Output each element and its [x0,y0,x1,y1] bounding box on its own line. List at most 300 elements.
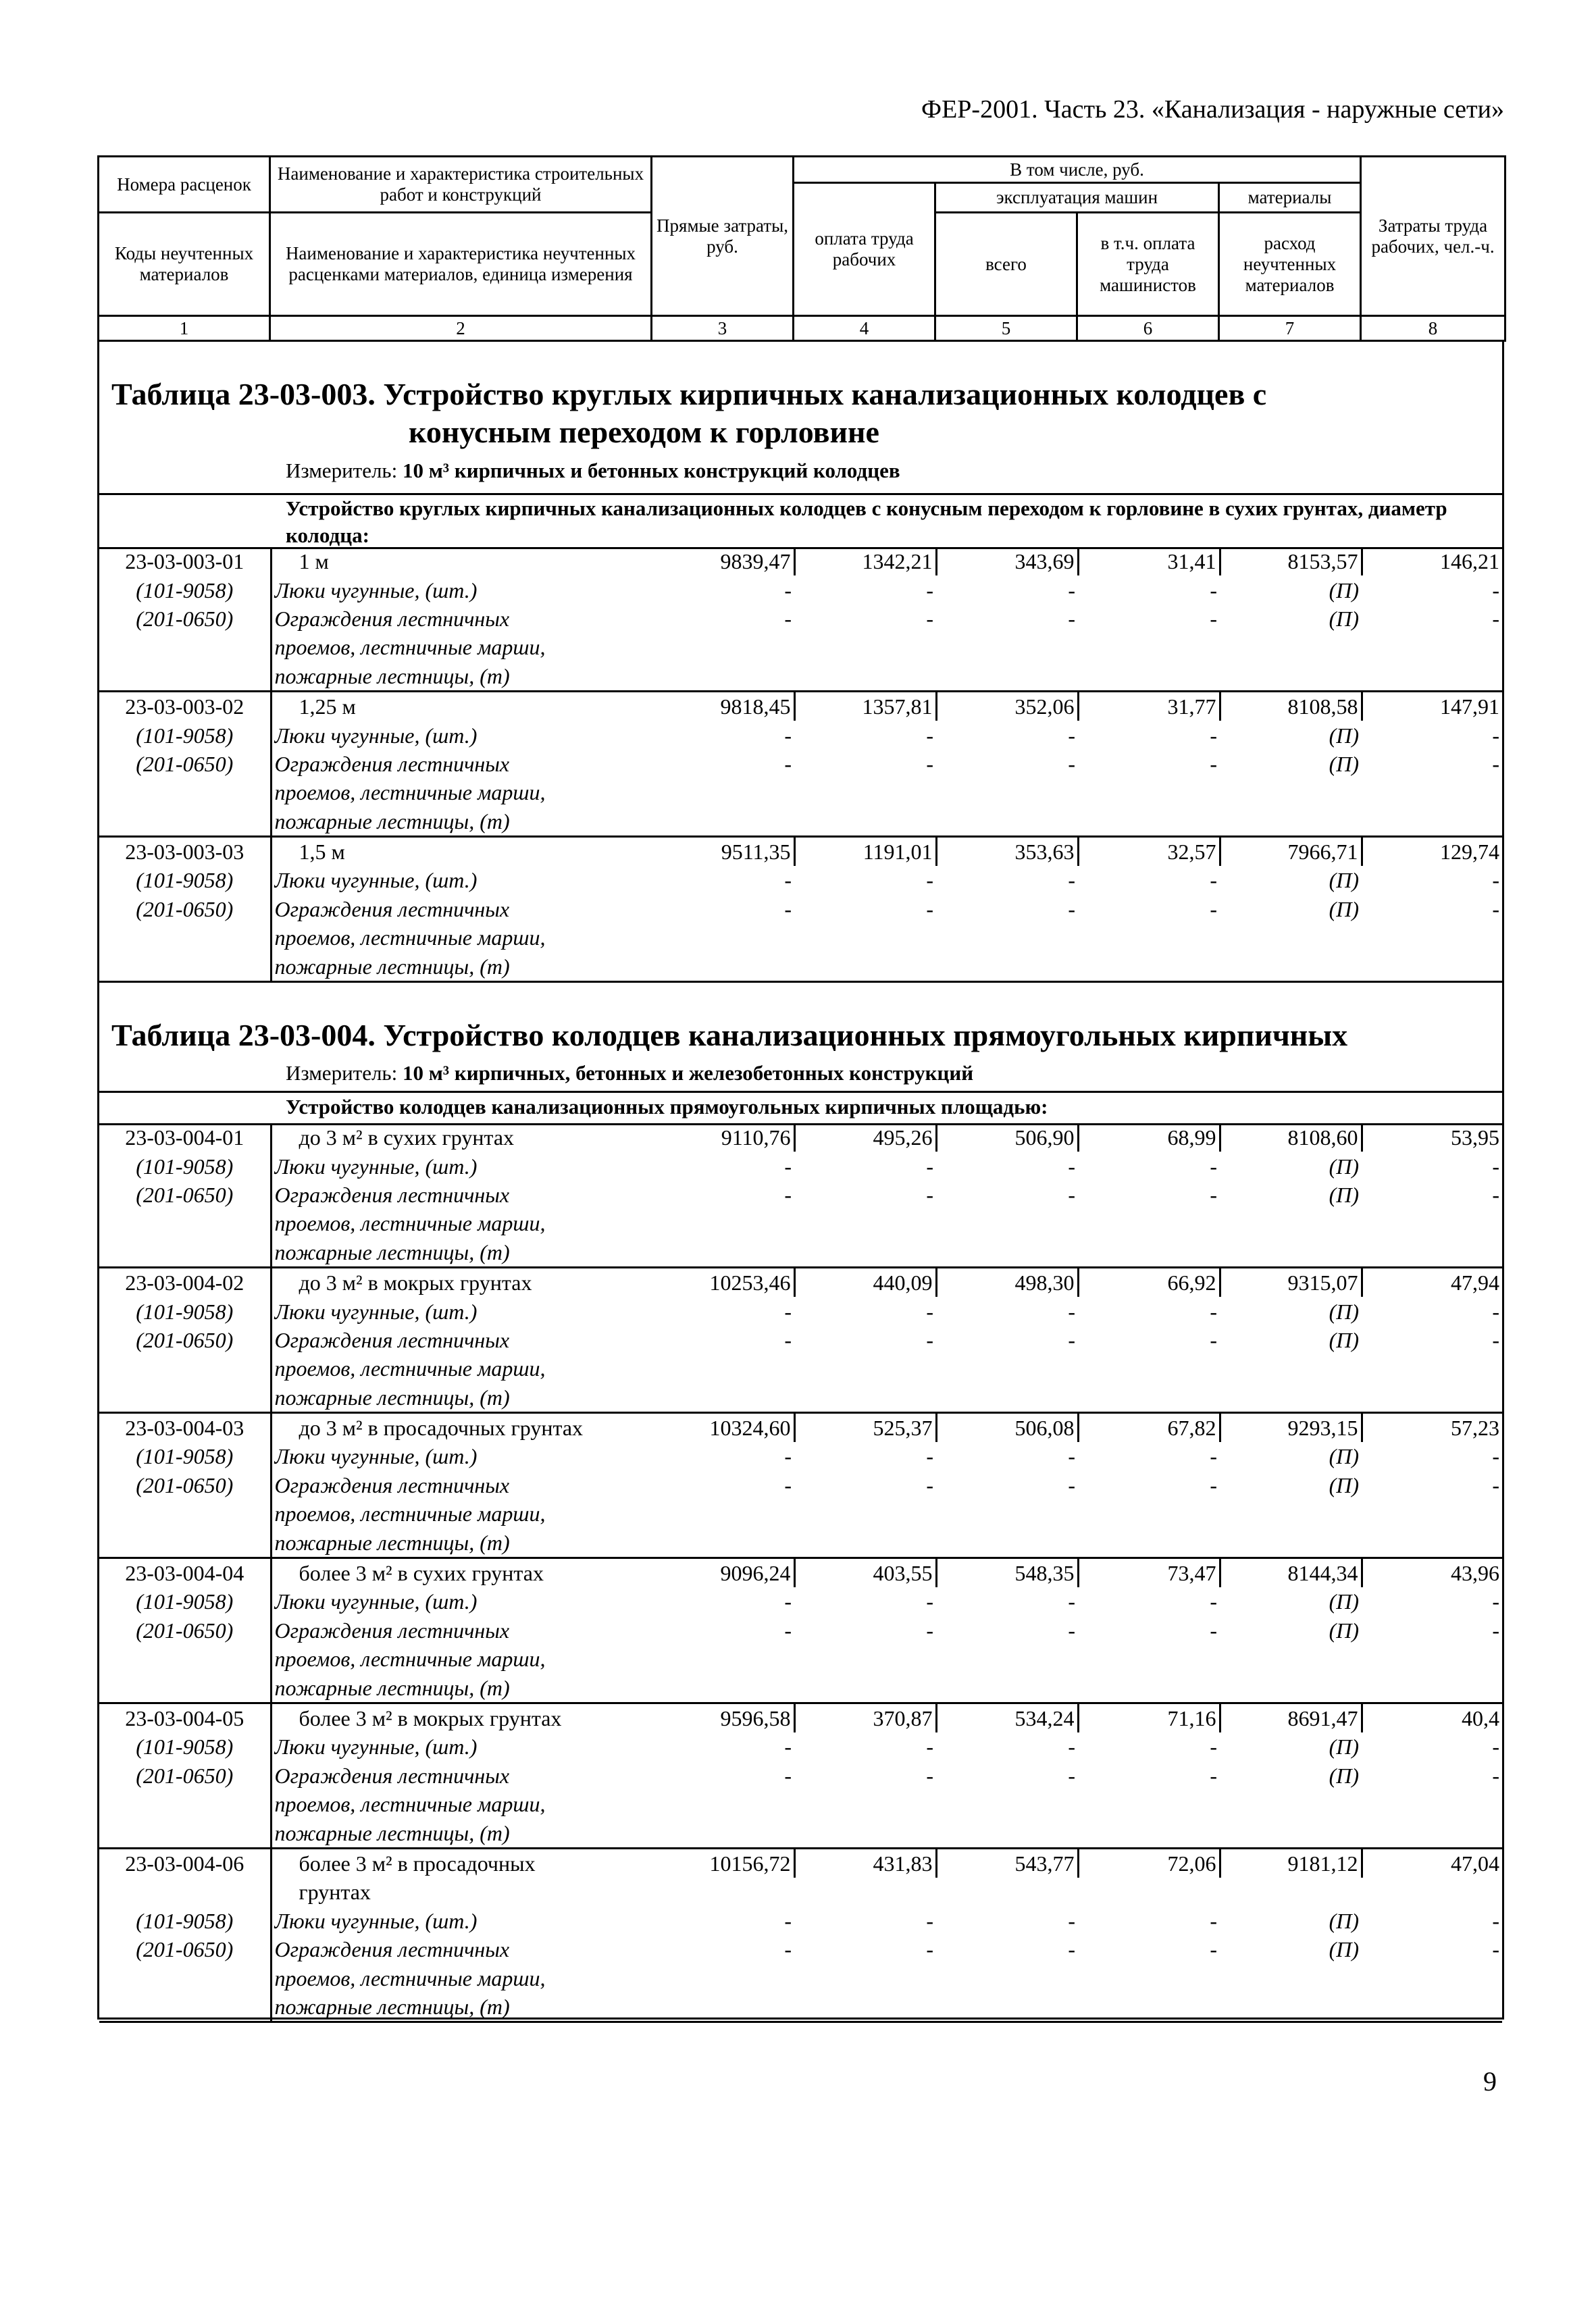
value-cell [794,1963,936,1992]
value-cell [1220,1818,1362,1848]
value-cell: - [926,723,933,748]
value-cell [1220,1528,1362,1558]
value-cell: - [1210,751,1217,776]
value-cell [1220,778,1362,806]
value-cell: - [1492,1444,1499,1469]
value-cell [1220,1238,1362,1268]
value-cell: - [1492,896,1499,921]
value-cell [652,1818,794,1848]
table-row-line [99,1297,1502,1325]
value-cell [1362,1818,1502,1848]
value-cell: 1342,21 [794,547,936,575]
material-name: Ограждения лестничных [274,1182,510,1207]
value-cell: - [1068,1299,1075,1324]
table-row-line [99,952,1502,981]
value-cell: - [1068,1734,1075,1759]
table-row [99,1558,1502,1587]
value-cell [1220,952,1362,981]
value-cell [794,923,936,952]
table-row [99,1848,1502,1878]
value-cell: - [784,1908,792,1933]
value-cell [1220,1209,1362,1237]
value-cell: (П) [1329,1937,1359,1962]
value-cell: 495,26 [794,1123,936,1152]
header-material-names: Наименование и характеристика неучтенных расценками материалов, единица измерения [270,213,652,316]
rate-code: 23-03-003-03 [99,836,271,866]
value-cell: 8691,47 [1220,1703,1362,1732]
value-cell: - [1492,1589,1499,1614]
value-cell: 10324,60 [652,1412,794,1442]
value-cell: - [1492,1908,1499,1933]
value-cell [1362,952,1502,981]
measure-value: 10 м³ кирпичных, бетонных и железобетонных конструкций [402,1061,974,1085]
value-cell: - [1492,1299,1499,1324]
value-cell [1078,1645,1220,1673]
value-cell: (П) [1329,1299,1359,1324]
material-code: (201-0650) [99,1616,271,1645]
value-cell: - [1492,868,1499,893]
value-cell [936,1354,1078,1383]
material-code [99,807,271,837]
column-number: 6 [1077,316,1219,341]
value-cell [1362,923,1502,952]
material-code [99,923,271,952]
value-cell [1362,1528,1502,1558]
value-cell: - [784,1327,792,1352]
value-cell: 47,04 [1451,1851,1499,1876]
column-number: 1 [99,316,270,341]
value-cell: - [926,1299,933,1324]
value-cell [1078,633,1220,661]
table-row-line [99,605,1502,633]
value-cell: 40,4 [1462,1706,1499,1730]
value-cell: - [1068,751,1075,776]
value-cell [1078,1673,1220,1703]
value-cell: - [784,896,792,921]
value-cell: - [1492,1618,1499,1643]
value-cell: 9511,35 [652,836,794,866]
material-name: Ограждения лестничных [274,751,510,776]
header-direct-costs: Прямые затраты, руб. [652,157,794,316]
value-cell [936,1963,1078,1992]
table-title: Таблица 23-03-003. Устройство круглых кирпичных канализационных колодцев с [111,377,1267,411]
value-cell: - [1068,1154,1075,1179]
value-cell: - [1210,1154,1217,1179]
value-cell [1220,1383,1362,1413]
value-cell [1362,1673,1502,1703]
table-row [99,1412,1502,1442]
value-cell: - [784,723,792,748]
value-cell [1362,778,1502,806]
value-cell [794,1238,936,1268]
value-cell: - [1210,1763,1217,1788]
value-cell: - [1492,606,1499,631]
value-cell: 1357,81 [794,691,936,721]
table-row-line [99,1878,1502,1906]
header-work-name: Наименование и характеристика строительных работ и конструкций [270,157,652,213]
material-name: Ограждения лестничных [274,1327,510,1352]
value-cell [1078,952,1220,981]
material-name: Люки чугунные, (шт.) [274,1154,478,1179]
value-cell: - [926,868,933,893]
value-cell: - [926,1618,933,1643]
value-cell [794,1790,936,1818]
value-cell: - [784,1472,792,1497]
header-machines: эксплуатация машин [935,183,1219,213]
material-code: (201-0650) [99,750,271,778]
value-cell: - [1492,1182,1499,1207]
value-cell: 506,90 [936,1123,1078,1152]
column-number: 5 [935,316,1077,341]
rate-code: 23-03-003-02 [99,691,271,721]
value-cell [936,1673,1078,1703]
header-unaccounted-materials: расход неучтенных материалов [1219,213,1361,316]
value-cell [1078,1818,1220,1848]
measure [286,1061,973,1085]
value-cell [1078,1790,1220,1818]
table-row-line [99,1790,1502,1818]
value-cell: 10253,46 [652,1267,794,1297]
value-cell [652,1528,794,1558]
value-cell: - [784,606,792,631]
material-name: пожарные лестницы, (т) [271,952,652,981]
value-cell [1362,1499,1502,1528]
value-cell [652,1963,794,1992]
value-cell: 9096,24 [652,1558,794,1587]
value-cell [1078,1878,1220,1906]
material-name: проемов, лестничные марши, [274,1356,546,1381]
value-cell [652,1673,794,1703]
page-number: 9 [1483,2066,1497,2097]
value-cell: 9293,15 [1220,1412,1362,1442]
value-cell: - [926,1908,933,1933]
value-cell: (П) [1329,1182,1359,1207]
value-cell [1220,1673,1362,1703]
material-name: Люки чугунные, (шт.) [274,723,478,748]
material-name: пожарные лестницы, (т) [271,1383,652,1413]
value-cell [936,778,1078,806]
value-cell: (П) [1329,1327,1359,1352]
value-cell [1362,1238,1502,1268]
value-cell: 8108,60 [1220,1123,1362,1152]
material-code [99,1209,271,1237]
value-cell: 8153,57 [1220,547,1362,575]
table-title-continued: конусным переходом к горловине [409,415,879,449]
material-code: (101-9058) [99,1907,271,1935]
value-cell: - [784,1154,792,1179]
header-materials: материалы [1219,183,1361,213]
material-code: (201-0650) [99,1326,271,1354]
value-cell: 68,99 [1078,1123,1220,1152]
material-name: Ограждения лестничных [274,1937,510,1962]
value-cell: 9818,45 [652,691,794,721]
table-row-line [99,778,1502,806]
value-cell [794,952,936,981]
value-cell: - [1068,896,1075,921]
value-cell [936,1209,1078,1237]
value-cell: - [926,1589,933,1614]
material-name: Ограждения лестничных [274,1763,510,1788]
material-code [99,1354,271,1383]
value-cell: 403,55 [794,1558,936,1587]
value-cell: 343,69 [936,547,1078,575]
table-row-line [99,633,1502,661]
value-cell [1078,662,1220,692]
value-cell: - [784,1763,792,1788]
value-cell: 9181,12 [1220,1848,1362,1878]
value-cell: 543,77 [936,1848,1078,1878]
material-name: проемов, лестничные марши, [274,1211,546,1236]
material-name: пожарные лестницы, (т) [271,662,652,692]
table-row [99,691,1502,721]
column-number: 8 [1361,316,1505,341]
table-row-line [99,1238,1502,1268]
material-code: (101-9058) [99,1297,271,1325]
table-title: Таблица 23-03-004. Устройство колодцев канализационных прямоугольных кирпичных [111,1018,1348,1052]
value-cell: - [784,1618,792,1643]
material-name: проемов, лестничные марши, [274,1965,546,1990]
material-code [99,1383,271,1413]
table-row-line [99,1732,1502,1761]
value-cell [936,1790,1078,1818]
value-cell [1220,923,1362,952]
rate-code [99,1878,271,1906]
tables-container [97,340,1504,2020]
material-name: проемов, лестничные марши, [274,635,546,660]
value-cell [1362,807,1502,837]
header-rate-numbers: Номера расценок [99,157,270,213]
value-cell: 9839,47 [652,547,794,575]
material-code [99,1673,271,1703]
value-cell: - [1210,896,1217,921]
measure [286,459,900,483]
material-code [99,1818,271,1848]
value-cell [1220,1499,1362,1528]
value-cell: - [926,1154,933,1179]
value-cell: 353,63 [936,836,1078,866]
rate-name: до 3 м² в сухих грунтах [299,1125,515,1150]
material-name: Ограждения лестничных [274,1472,510,1497]
material-code: (201-0650) [99,605,271,633]
value-cell: 47,94 [1451,1270,1499,1295]
value-cell [794,1673,936,1703]
value-cell: - [926,751,933,776]
material-code [99,952,271,981]
material-code [99,1790,271,1818]
value-cell: 9315,07 [1220,1267,1362,1297]
rate-name: 1,5 м [299,840,345,865]
value-cell: 71,16 [1078,1703,1220,1732]
column-number: 4 [794,316,935,341]
table-row-line [99,575,1502,604]
value-cell: - [784,1734,792,1759]
value-cell: - [1068,1763,1075,1788]
value-cell: - [1210,723,1217,748]
value-cell: - [1068,1327,1075,1352]
material-name: Люки чугунные, (шт.) [274,1444,478,1469]
material-code [99,1238,271,1268]
value-cell: 8144,34 [1220,1558,1362,1587]
value-cell: - [1068,606,1075,631]
value-cell: - [926,1937,933,1962]
material-code: (101-9058) [99,1152,271,1180]
material-code: (101-9058) [99,1587,271,1616]
value-cell: - [926,1327,933,1352]
measure-value: 10 м³ кирпичных и бетонных конструкций колодцев [402,459,900,482]
value-cell: - [1068,1444,1075,1469]
value-cell: - [784,1589,792,1614]
material-name: пожарные лестницы, (т) [271,1673,652,1703]
value-cell: 53,95 [1451,1125,1499,1150]
value-cell [794,1818,936,1848]
rate-name: до 3 м² в просадочных грунтах [299,1416,584,1441]
table-row-line [99,1963,1502,1992]
value-cell: 548,35 [936,1558,1078,1587]
value-cell [936,1818,1078,1848]
material-name: Ограждения лестничных [274,606,510,631]
material-name: Люки чугунные, (шт.) [274,1908,478,1933]
value-cell: (П) [1329,606,1359,631]
value-cell: - [1492,1472,1499,1497]
value-cell [652,923,794,952]
table-row-line [99,1907,1502,1935]
rate-code: 23-03-004-01 [99,1123,271,1152]
material-name: пожарные лестницы, (т) [271,1238,652,1268]
value-cell: 57,23 [1451,1416,1499,1441]
value-cell [936,1528,1078,1558]
rate-name: более 3 м² в просадочных [299,1851,536,1876]
value-cell [1078,1383,1220,1413]
value-cell: - [926,1472,933,1497]
value-cell [936,1645,1078,1673]
table-row [99,1267,1502,1297]
value-cell: - [1068,1937,1075,1962]
value-cell: 31,77 [1078,691,1220,721]
rate-code: 23-03-004-03 [99,1412,271,1442]
material-code: (101-9058) [99,575,271,604]
material-code: (201-0650) [99,1935,271,1963]
material-name: Ограждения лестничных [274,1618,510,1643]
rate-code: 23-03-003-01 [99,547,271,575]
value-cell [1220,1354,1362,1383]
value-cell [1078,1238,1220,1268]
value-cell: - [1492,751,1499,776]
value-cell: - [1068,1182,1075,1207]
value-cell: - [1210,1908,1217,1933]
value-cell: 440,09 [794,1267,936,1297]
value-cell: (П) [1329,577,1359,602]
value-cell [794,633,936,661]
value-cell [1362,1963,1502,1992]
value-cell [652,1992,794,2022]
material-code: (201-0650) [99,1181,271,1209]
value-cell: - [1068,1589,1075,1614]
value-cell: - [1210,1589,1217,1614]
table-row-line [99,1326,1502,1354]
value-cell [1362,1878,1502,1906]
value-cell: (П) [1329,1763,1359,1788]
table-row-line [99,1587,1502,1616]
measure-label: Измеритель: [286,459,398,482]
value-cell [936,952,1078,981]
value-cell: - [926,1182,933,1207]
value-cell: - [1492,1763,1499,1788]
value-cell [1220,1790,1362,1818]
value-cell: (П) [1329,1618,1359,1643]
value-cell: 146,21 [1440,549,1499,574]
table-row-line [99,1471,1502,1499]
table-row [99,1123,1502,1152]
value-cell [1078,807,1220,837]
value-cell [1078,778,1220,806]
material-name: Люки чугунные, (шт.) [274,577,478,602]
value-cell [1362,1209,1502,1237]
material-code [99,633,271,661]
value-cell [652,1499,794,1528]
value-cell: - [926,1734,933,1759]
value-cell [936,1878,1078,1906]
running-header: ФЕР-2001. Часть 23. «Канализация - наружные сети» [921,95,1504,124]
value-cell: - [784,751,792,776]
table-row-line [99,1992,1502,2022]
rate-code: 23-03-004-02 [99,1267,271,1297]
value-cell: 498,30 [936,1267,1078,1297]
table-row-line [99,721,1502,749]
value-cell: - [926,896,933,921]
value-cell: - [1210,1299,1217,1324]
value-cell [1362,1383,1502,1413]
table-row-line [99,750,1502,778]
value-cell: (П) [1329,1734,1359,1759]
material-code: (101-9058) [99,1442,271,1470]
header-labor-costs: Затраты труда рабочих, чел.-ч. [1361,157,1505,316]
value-cell: 9110,76 [652,1123,794,1152]
value-cell [936,662,1078,692]
table-row [99,836,1502,866]
value-cell [1362,1354,1502,1383]
value-cell: (П) [1329,1589,1359,1614]
material-name: пожарные лестницы, (т) [271,1528,652,1558]
value-cell [1362,1645,1502,1673]
rate-name: более 3 м² в сухих грунтах [299,1561,544,1586]
value-cell [1078,1354,1220,1383]
value-cell: - [1210,606,1217,631]
table-row-line [99,1354,1502,1383]
value-cell: 352,06 [936,691,1078,721]
column-number: 2 [270,316,652,341]
value-cell: - [784,1299,792,1324]
rate-code: 23-03-004-05 [99,1703,271,1732]
value-cell: 1191,01 [794,836,936,866]
column-number: 3 [652,316,794,341]
table-row-line [99,1762,1502,1790]
material-code: (101-9058) [99,866,271,894]
value-cell [1220,807,1362,837]
table-row [99,547,1502,575]
value-cell: - [1210,868,1217,893]
table-row-line [99,1442,1502,1470]
material-code [99,1499,271,1528]
value-cell: - [1210,1472,1217,1497]
rates-table [99,547,1502,983]
column-header-table [97,155,1506,342]
value-cell: - [1492,1734,1499,1759]
value-cell: 72,06 [1078,1848,1220,1878]
table-row-line [99,662,1502,692]
value-cell: 43,96 [1451,1561,1499,1586]
material-code [99,1963,271,1992]
value-cell: (П) [1329,751,1359,776]
